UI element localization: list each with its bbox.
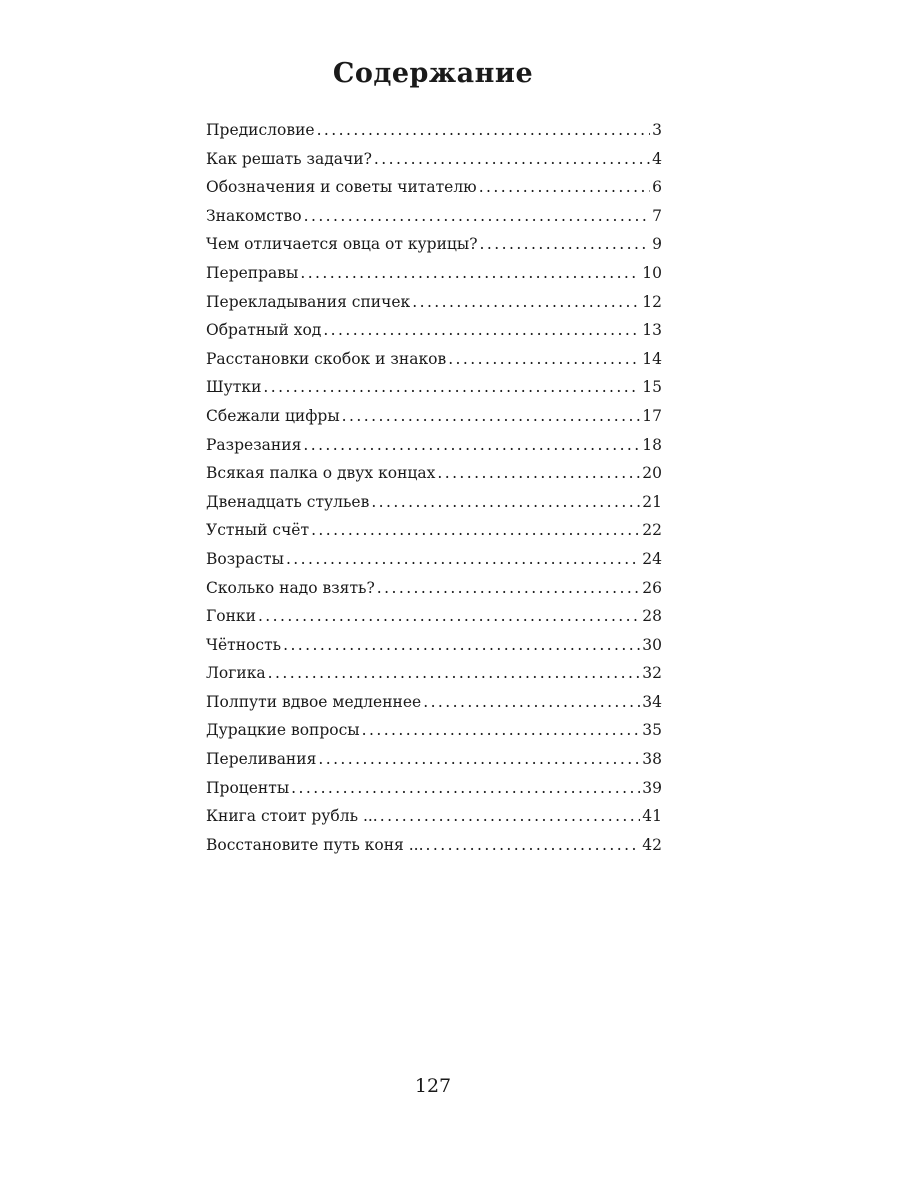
toc-entry-page: 28 bbox=[642, 607, 662, 626]
toc-entry[interactable] bbox=[206, 345, 662, 374]
toc-dot-leader bbox=[342, 402, 641, 431]
toc-entry-page: 3 bbox=[652, 121, 662, 139]
toc-entry-page: 30 bbox=[642, 635, 662, 654]
toc-entry-page: 10 bbox=[642, 263, 662, 282]
toc-dot-leader bbox=[286, 545, 640, 574]
toc-dot-leader bbox=[318, 745, 640, 774]
toc-dot-leader bbox=[300, 259, 640, 288]
toc-dot-leader bbox=[268, 659, 641, 688]
toc-entry[interactable] bbox=[206, 716, 662, 745]
toc-entry-page: 32 bbox=[642, 664, 662, 683]
toc-entry-label: Полпути вдвое медленнее bbox=[206, 692, 422, 711]
toc-dot-leader bbox=[374, 145, 650, 174]
toc-entry-label: Двенадцать стульев bbox=[206, 492, 370, 511]
toc-entry-page: 12 bbox=[642, 292, 662, 311]
toc-entry-label: Переправы bbox=[206, 263, 299, 282]
toc-dot-leader bbox=[311, 516, 640, 545]
toc-entry-label: Обозначения и советы читателю bbox=[206, 178, 477, 197]
toc-entry-label: Проценты bbox=[206, 778, 290, 797]
toc-dot-leader bbox=[263, 373, 640, 402]
toc-dot-leader bbox=[303, 431, 640, 460]
toc-entry-page: 6 bbox=[652, 178, 662, 197]
toc-entry[interactable] bbox=[206, 431, 662, 460]
toc-entry-label: Чем отличается овца от курицы? bbox=[206, 235, 478, 254]
toc-entry[interactable] bbox=[206, 802, 662, 831]
toc-entry[interactable] bbox=[206, 631, 662, 660]
toc-entry-label: Знакомство bbox=[206, 206, 302, 225]
toc-entry-label: Логика bbox=[206, 664, 266, 683]
toc-entry[interactable] bbox=[206, 688, 662, 717]
toc-entry[interactable] bbox=[206, 230, 662, 259]
toc-dot-leader bbox=[362, 716, 641, 745]
toc-entry[interactable] bbox=[206, 659, 662, 688]
toc-entry-label: Всякая палка о двух концах bbox=[206, 464, 436, 483]
toc-entry-label: Перекладывания спичек bbox=[206, 292, 411, 311]
toc-entry-label: Как решать задачи? bbox=[206, 149, 372, 168]
toc-entry-page: 39 bbox=[642, 778, 662, 797]
toc-entry-label: Восстановите путь коня ... bbox=[206, 835, 424, 854]
toc-entry-page: 26 bbox=[642, 578, 662, 597]
toc-entry[interactable] bbox=[206, 259, 662, 288]
toc-entry-page: 20 bbox=[642, 464, 662, 483]
toc-dot-leader bbox=[448, 345, 640, 374]
toc-dot-leader bbox=[437, 459, 640, 488]
toc-entry-label: Чётность bbox=[206, 635, 282, 654]
toc-entry[interactable] bbox=[206, 288, 662, 317]
toc-entry[interactable] bbox=[206, 373, 662, 402]
toc-dot-leader bbox=[258, 602, 640, 631]
toc-entry-page: 22 bbox=[642, 521, 662, 540]
toc-entry[interactable] bbox=[206, 545, 662, 574]
toc-entry-page: 13 bbox=[642, 321, 662, 340]
toc-entry-page: 18 bbox=[642, 435, 662, 454]
toc-entry-label: Сбежали цифры bbox=[206, 406, 340, 425]
toc-dot-leader bbox=[317, 116, 651, 145]
toc-dot-leader bbox=[323, 316, 640, 345]
toc-entry[interactable] bbox=[206, 574, 662, 603]
toc-entry-label: Устный счёт bbox=[206, 521, 310, 540]
toc-dot-leader bbox=[371, 488, 640, 517]
toc-entry-page: 38 bbox=[642, 750, 662, 769]
toc-entry[interactable] bbox=[206, 173, 662, 202]
toc-entry-page: 24 bbox=[642, 549, 662, 568]
toc-entry-label: Предисловие bbox=[206, 121, 315, 139]
toc-entry[interactable] bbox=[206, 488, 662, 517]
toc-entry-label: Возрасты bbox=[206, 549, 284, 568]
toc-entry-label: Сколько надо взять? bbox=[206, 578, 375, 597]
toc-entry-page: 41 bbox=[642, 807, 662, 826]
toc-dot-leader bbox=[412, 288, 640, 317]
toc-dot-leader bbox=[283, 631, 640, 660]
toc-entry[interactable] bbox=[206, 402, 662, 431]
toc-entry-label: Переливания bbox=[206, 750, 317, 769]
toc-dot-leader bbox=[380, 802, 641, 831]
toc-entry-page: 14 bbox=[642, 349, 662, 368]
toc-entry-page: 15 bbox=[642, 378, 662, 397]
toc-entry-label: Шутки bbox=[206, 378, 262, 397]
toc-entry[interactable] bbox=[206, 316, 662, 345]
toc-entry-page: 7 bbox=[652, 206, 662, 225]
toc-dot-leader bbox=[480, 230, 651, 259]
toc-entry[interactable] bbox=[206, 516, 662, 545]
page-title: Содержание bbox=[332, 58, 534, 89]
toc-dot-leader bbox=[291, 774, 640, 803]
toc-entry[interactable] bbox=[206, 459, 662, 488]
toc-entry-page: 42 bbox=[642, 835, 662, 854]
toc-entry-label: Дурацкие вопросы bbox=[206, 721, 360, 740]
toc-entry-page: 35 bbox=[642, 721, 662, 740]
toc-entry[interactable] bbox=[206, 202, 662, 231]
toc-entry[interactable] bbox=[206, 831, 662, 860]
toc-entry-label: Книга стоит рубль ... bbox=[206, 807, 378, 826]
table-of-contents bbox=[206, 116, 662, 859]
toc-entry[interactable] bbox=[206, 602, 662, 631]
toc-entry[interactable] bbox=[206, 145, 662, 174]
toc-dot-leader bbox=[479, 173, 650, 202]
toc-entry-label: Гонки bbox=[206, 607, 256, 626]
toc-entry-label: Обратный ход bbox=[206, 321, 322, 340]
toc-dot-leader bbox=[423, 688, 640, 717]
toc-entry-label: Расстановки скобок и знаков bbox=[206, 349, 447, 368]
toc-entry-page: 9 bbox=[652, 235, 662, 254]
toc-entry[interactable] bbox=[206, 774, 662, 803]
toc-entry-label: Разрезания bbox=[206, 435, 302, 454]
toc-entry-page: 17 bbox=[642, 406, 662, 425]
toc-dot-leader bbox=[377, 574, 640, 603]
toc-dot-leader bbox=[426, 831, 641, 860]
toc-dot-leader bbox=[304, 202, 651, 231]
toc-entry-page: 21 bbox=[642, 492, 662, 511]
page-number: 127 bbox=[414, 1075, 452, 1097]
toc-entry[interactable] bbox=[206, 745, 662, 774]
toc-entry[interactable] bbox=[206, 116, 662, 145]
toc-entry-page: 34 bbox=[642, 692, 662, 711]
toc-entry-page: 4 bbox=[652, 149, 662, 168]
